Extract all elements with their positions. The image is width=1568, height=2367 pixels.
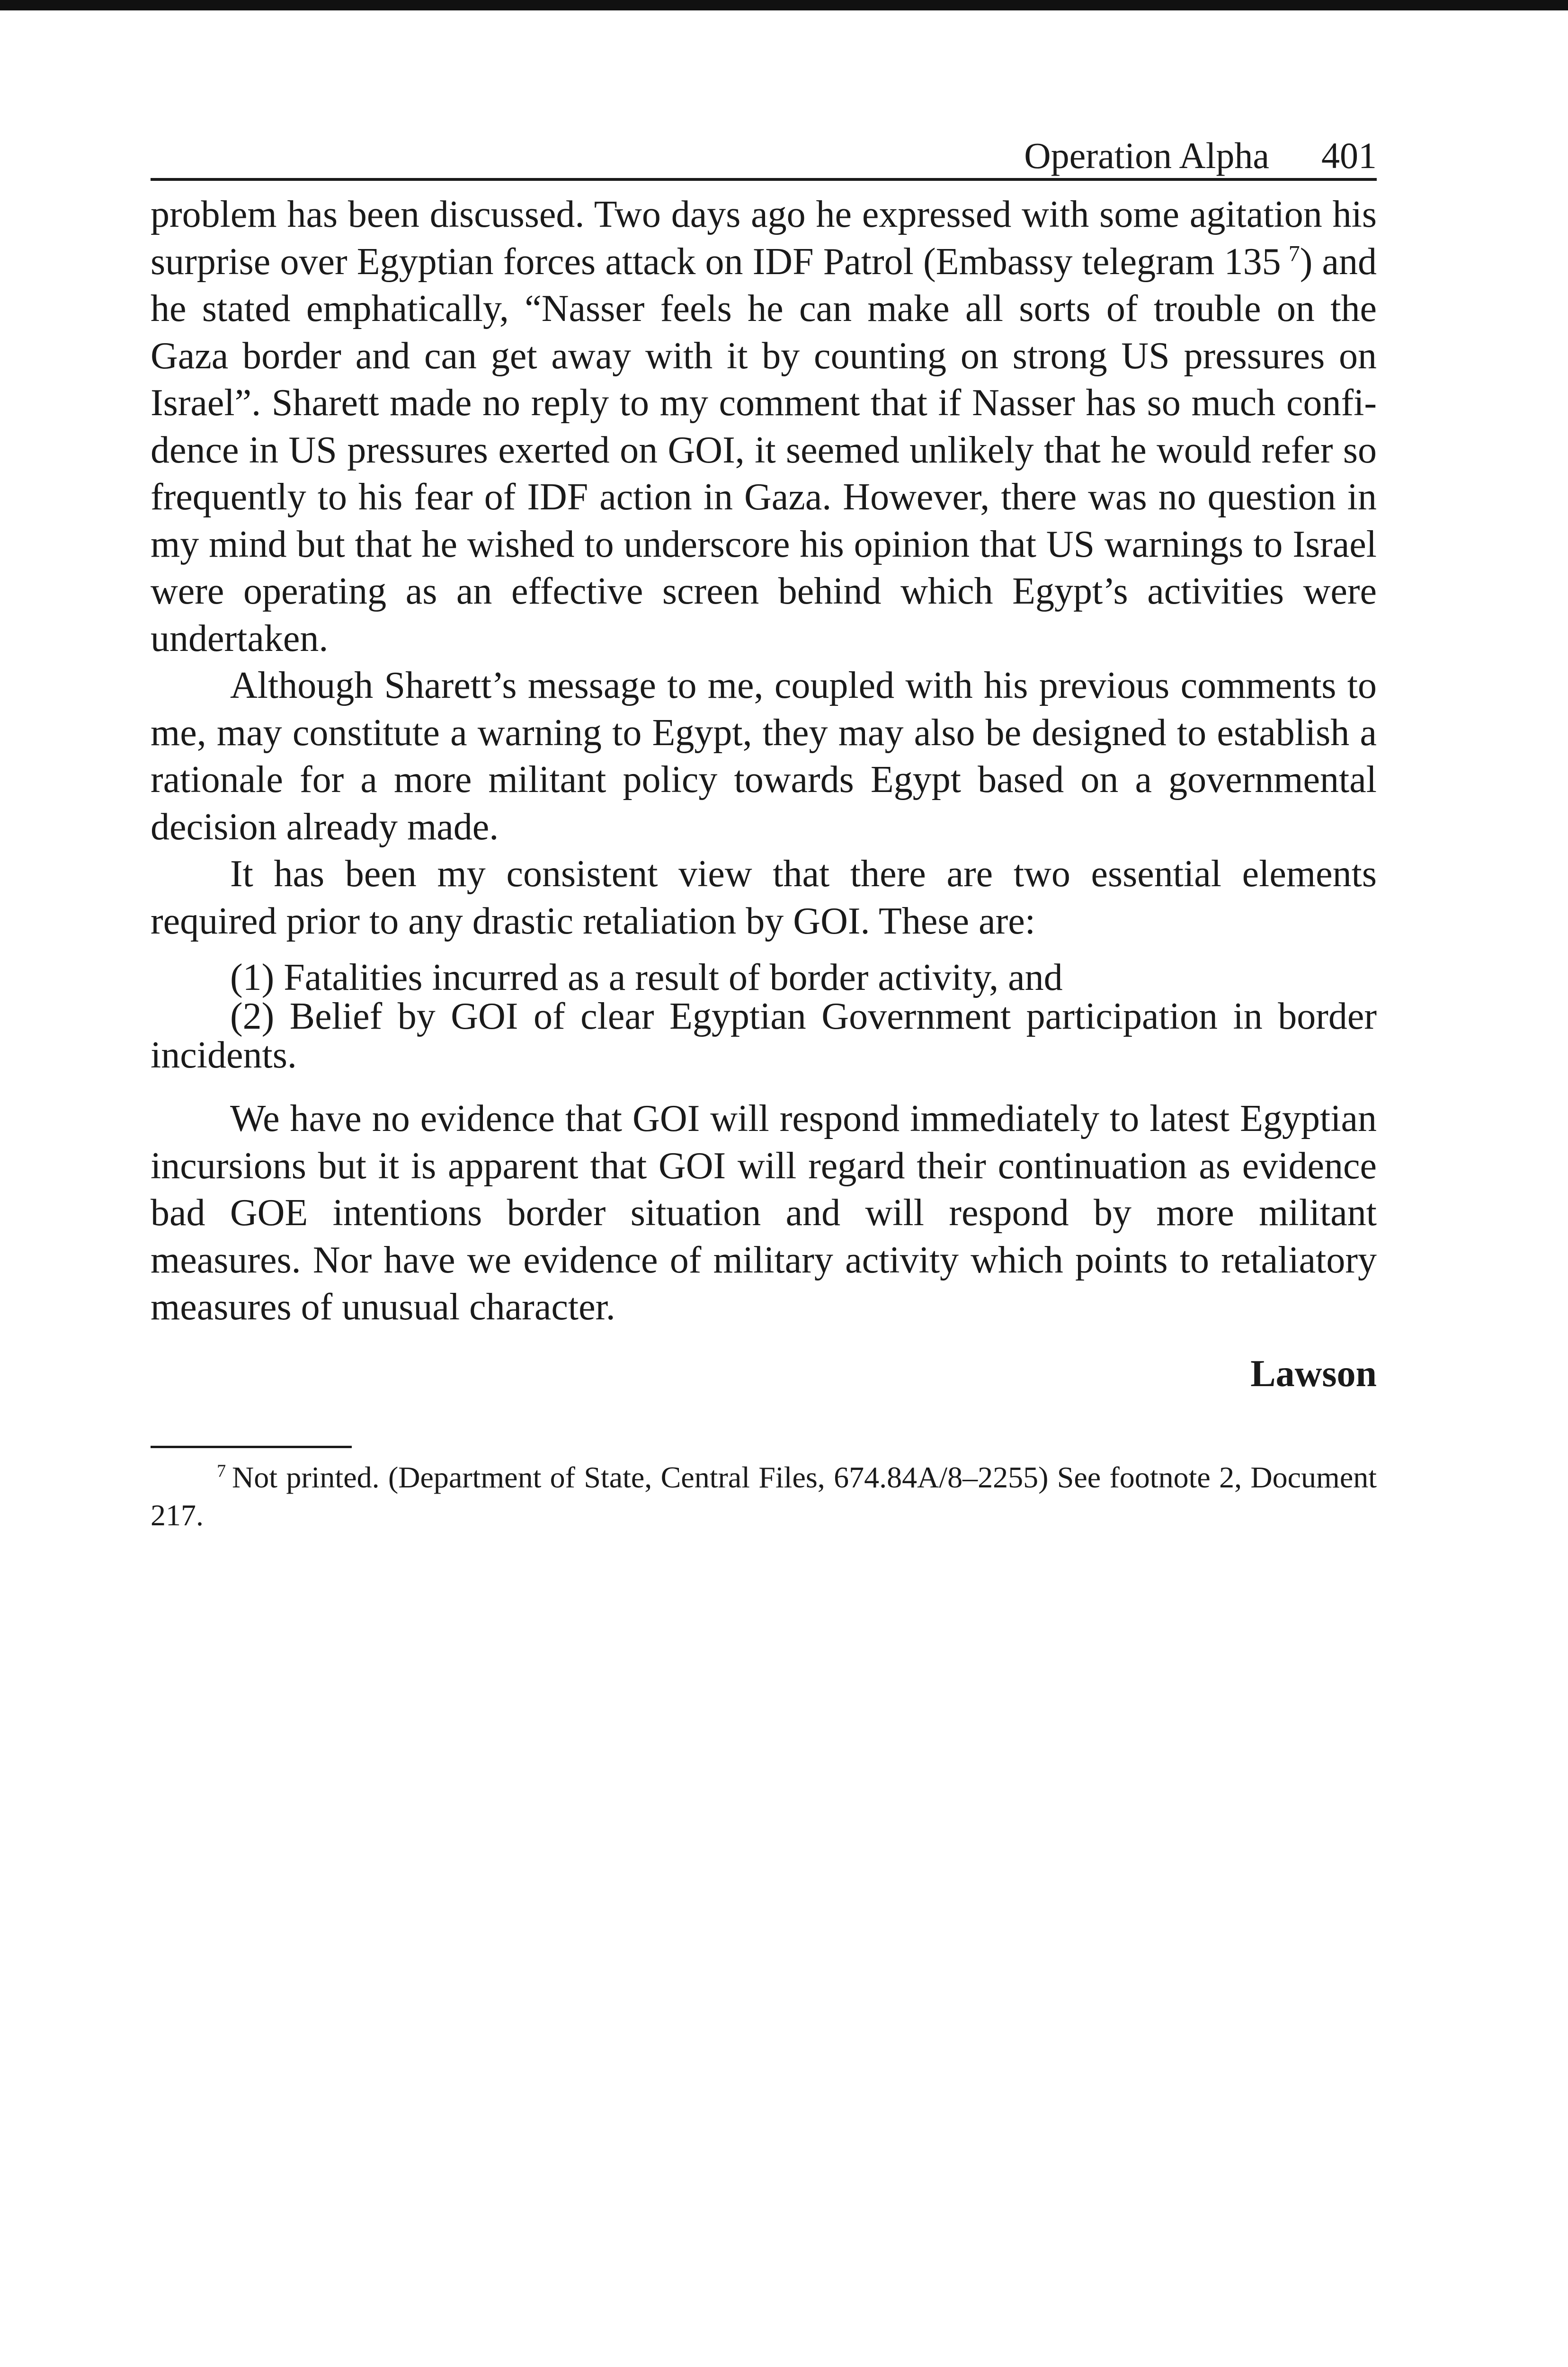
paragraph-1-text: problem has been discussed. Two days ago he expressed with some agitation his surprise over Egyptian forces attack on IDF Patrol (Embassy telegram 135 bbox=[151, 194, 1377, 283]
list-item: (2) Belief by GOI of clear Egyptian Government participation in border incidents. bbox=[151, 996, 1377, 1076]
running-head bbox=[151, 137, 1377, 181]
footnote-marker: 7 bbox=[217, 1461, 226, 1481]
footnote bbox=[151, 1459, 1377, 1534]
document-page bbox=[151, 137, 1377, 1534]
running-head-title: Operation Alpha bbox=[1024, 135, 1269, 176]
page-number: 401 bbox=[1321, 135, 1377, 176]
paragraph-2: Although Sharett’s message to me, coupled with his previous comments to me, may constitute a warning to Egypt, they may also be designed to establish a rationale for a more militant policy towards Egypt based on a governmental decision already made. bbox=[151, 665, 1377, 848]
body-text bbox=[151, 191, 1377, 945]
numbered-list bbox=[151, 958, 1377, 1075]
paragraph-1-continuation: ) and he stated emphatically, “Nasser feels he can make all sorts of trouble on the Gaza border and can get away with it by counting on strong US pressures on Israel”. Sharett made no reply to my comment that if Nasser has so much confidence in US pressures exerted on GOI, it seemed unlikely that he would refer so frequently to his fear of IDF action in Gaza. However, there was no question in my mind but that he wished to underscore his opinion that US warnings to Israel were operating as an effective screen behind which Egypt’s activities were undertaken. bbox=[151, 240, 1377, 659]
signature: Lawson bbox=[1250, 1353, 1377, 1395]
footnote-reference: 7 bbox=[1288, 240, 1300, 266]
footnote-divider bbox=[151, 1446, 352, 1448]
paragraph-1 bbox=[151, 191, 1377, 662]
page-top-border bbox=[0, 0, 1568, 10]
footnote-text: Not printed. (Department of State, Central Files, 674.84A/8–2255) See footnote 2, Document 217. bbox=[151, 1460, 1377, 1532]
list-item: (1) Fatalities incurred as a result of border activity, and bbox=[230, 957, 1063, 998]
paragraph-3: It has been my consistent view that there are two essential elements required prior to any drastic retaliation by GOI. These are: bbox=[151, 853, 1377, 942]
paragraph-4: We have no evidence that GOI will respond immediately to latest Egyptian incursions but it is apparent that GOI will regard their continuation as evidence bad GOE intentions border situation and will respond by more militant measures. Nor have we evidence of military activity which points to retaliatory measures of unusual character. bbox=[151, 1098, 1377, 1328]
closing-text bbox=[151, 1095, 1377, 1331]
